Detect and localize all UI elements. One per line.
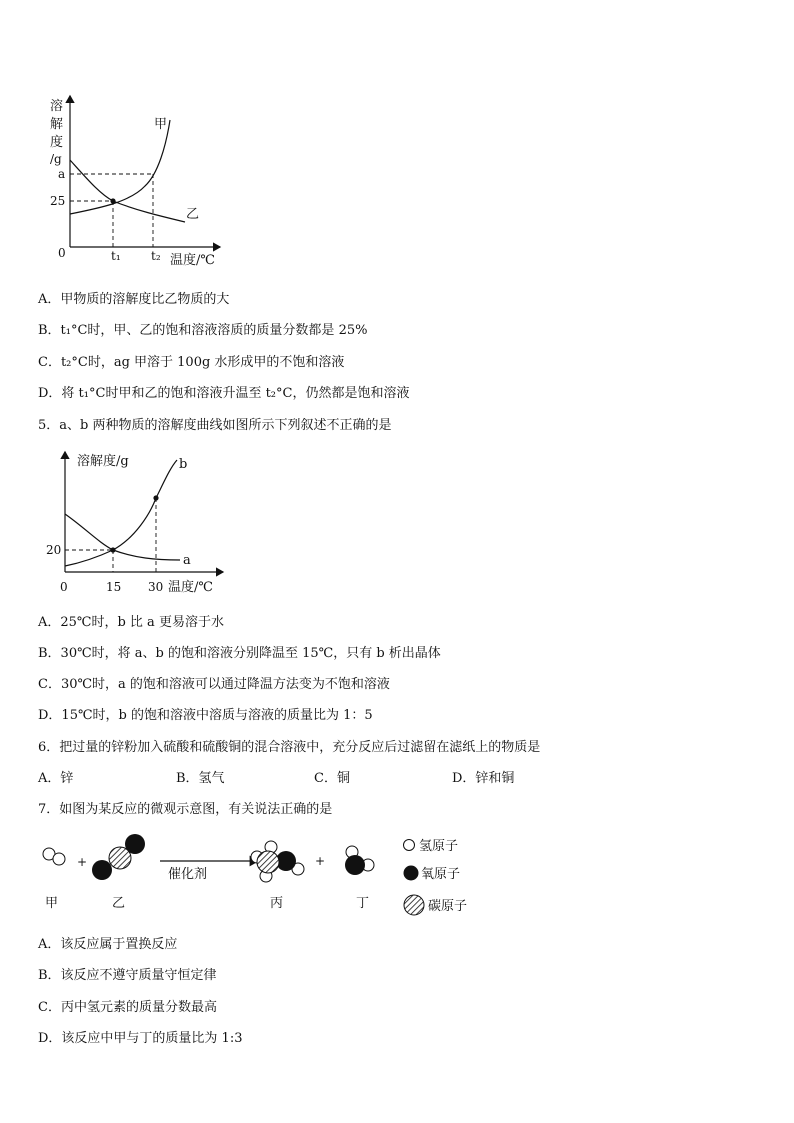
curve-label-b: b [179, 457, 188, 472]
point-b-30 [153, 495, 158, 500]
curve-label-yi: 乙 [186, 207, 200, 222]
y-label-2: 解 [50, 117, 64, 132]
origin-label: 0 [60, 580, 68, 594]
x-tick-30: 30 [148, 580, 164, 594]
catalyst-label: 催化剂 [168, 867, 208, 882]
q5-option-c: C．30℃时，a 的饱和溶液可以通过降温方法变为不饱和溶液 [38, 677, 390, 692]
q7-option-a: A．该反应属于置换反应 [38, 937, 178, 952]
y-label-4: /g [50, 152, 62, 166]
q4-option-b: B．t₁°C时，甲、乙的饱和溶液溶质的质量分数都是 25% [38, 323, 368, 338]
q6-option-a: A．锌 [38, 771, 74, 786]
label-bing: 丙 [270, 896, 284, 911]
solubility-chart-2 [40, 448, 240, 598]
curve-label-jia: 甲 [154, 117, 168, 132]
q5-option-a: A．25℃时，b 比 a 更易溶于水 [38, 615, 224, 630]
solubility-chart-1 [40, 90, 240, 270]
q7-option-b: B．该反应不遵守质量守恒定律 [38, 968, 217, 983]
y-axis-label: 溶解度/g [77, 454, 129, 469]
q7-option-d: D．该反应中甲与丁的质量比为 1:3 [38, 1031, 243, 1046]
intersection-point [110, 547, 115, 552]
curve-label-a: a [183, 553, 191, 568]
q7-stem: 7．如图为某反应的微观示意图，有关说法正确的是 [38, 802, 333, 817]
q5-option-b: B．30℃时，将 a、b 的饱和溶液分别降温至 15℃，只有 b 析出晶体 [38, 646, 441, 661]
legend-h-icon [404, 840, 415, 851]
q4-option-c: C．t₂°C时，ag 甲溶于 100g 水形成甲的不饱和溶液 [38, 355, 345, 370]
plus-1: + [77, 855, 88, 869]
plus-2: + [315, 854, 326, 868]
molecule-bing [251, 841, 304, 882]
q6-option-b: B．氢气 [176, 771, 225, 786]
q4-option-d: D．将 t₁°C时甲和乙的饱和溶液升温至 t₂°C，仍然都是饱和溶液 [38, 386, 410, 401]
curve-a [65, 514, 180, 560]
x-axis-label: 温度/℃ [168, 580, 213, 595]
legend-o-icon [404, 866, 419, 881]
label-jia: 甲 [45, 896, 59, 911]
curve-yi [70, 160, 185, 222]
molecule-jia [43, 848, 65, 865]
q6-stem: 6．把过量的锌粉加入硫酸和硫酸铜的混合溶液中，充分反应后过滤留在滤纸上的物质是 [38, 740, 541, 755]
y-label-1: 溶 [50, 99, 64, 114]
molecule-ding [345, 846, 374, 875]
x-tick-15: 15 [106, 580, 122, 594]
q6-option-d: D．锌和铜 [452, 771, 515, 786]
label-ding: 丁 [356, 896, 370, 911]
q6-option-c: C．铜 [314, 771, 350, 786]
x-axis-label: 温度/℃ [170, 253, 215, 268]
legend-h-label: 氢原子 [419, 839, 459, 854]
q5-option-d: D．15℃时，b 的饱和溶液中溶质与溶液的质量比为 1：5 [38, 708, 373, 723]
y-tick-a: a [58, 167, 66, 181]
x-tick-t1: t₁ [111, 249, 121, 263]
q4-option-a: A．甲物质的溶解度比乙物质的大 [38, 292, 230, 307]
curve-jia [70, 120, 170, 214]
legend-c-label: 碳原子 [428, 899, 468, 914]
molecule-yi [92, 834, 145, 880]
q7-option-c: C．丙中氢元素的质量分数最高 [38, 1000, 217, 1015]
label-yi: 乙 [112, 896, 126, 911]
x-tick-t2: t₂ [151, 249, 161, 263]
intersection-point [110, 198, 115, 203]
legend-c-icon [404, 895, 424, 915]
legend-o-label: 氧原子 [421, 867, 461, 882]
origin-label: 0 [58, 246, 66, 260]
reaction-diagram [30, 825, 490, 925]
y-label-3: 度 [50, 135, 64, 150]
y-tick-20: 20 [46, 543, 62, 557]
legend [404, 839, 468, 915]
q5-stem: 5．a、b 两种物质的溶解度曲线如图所示下列叙述不正确的是 [38, 418, 392, 433]
y-tick-25: 25 [50, 194, 66, 208]
